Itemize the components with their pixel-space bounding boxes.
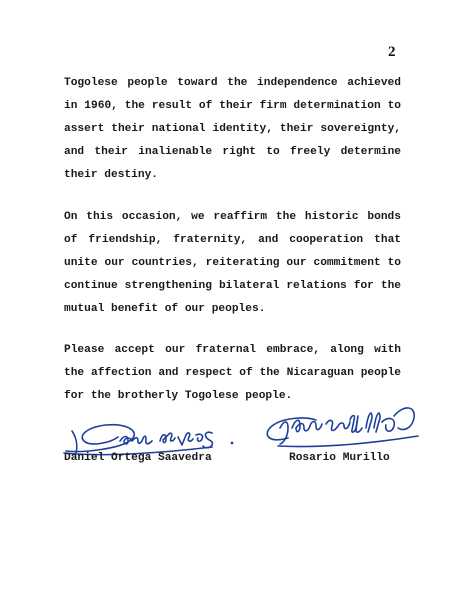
paragraph-bonds: On this occasion, we reaffirm the historic bonds of friendship, fraternity, and cooperation that unite our countries, reiterating our commitment to continue strengthening bilateral relations for the mutual benefit of our peoples. <box>64 211 401 315</box>
signature-daniel-ortega <box>62 413 242 457</box>
signatory-name-daniel-ortega: Daniel Ortega Saavedra <box>64 452 212 464</box>
paragraph-embrace: Please accept our fraternal embrace, along with the affection and respect of the Nicaraguan people for the brotherly Togolese people. <box>64 344 401 402</box>
page-number: 2 <box>388 44 396 60</box>
signature-rosario-murillo <box>258 398 428 454</box>
paragraph-independence: Togolese people toward the independence achieved in 1960, the result of their firm determination to assert their national identity, their sovereignty, and their inalienable right to freely determine their destiny. <box>64 77 401 181</box>
signatory-name-rosario-murillo: Rosario Murillo <box>289 452 390 464</box>
